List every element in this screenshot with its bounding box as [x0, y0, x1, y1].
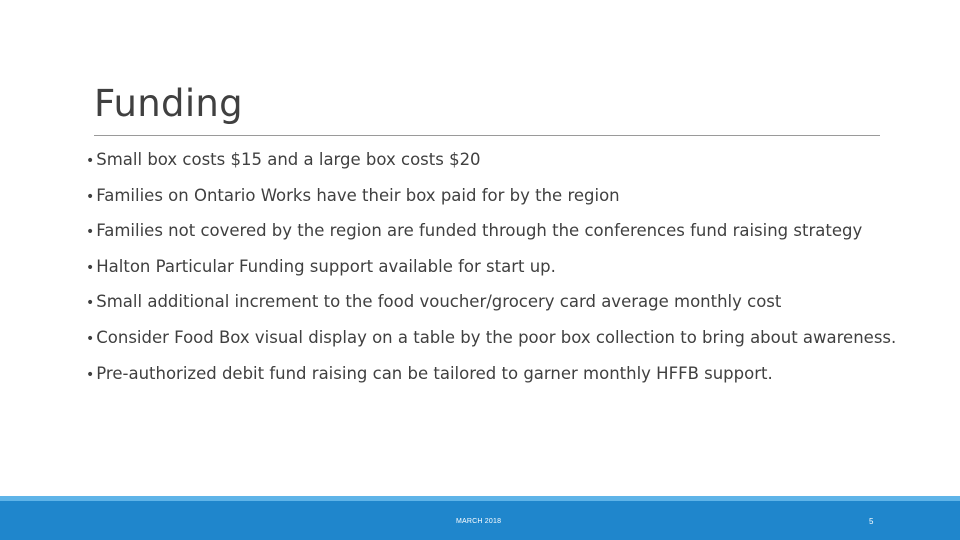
bullet-list: [86, 148, 946, 397]
bullet-item: [86, 290, 946, 326]
bullet-text: Pre-authorized debit fund raising can be tailored to garner monthly HFFB support.: [96, 363, 773, 383]
bullet-item: [86, 219, 946, 255]
bullet-text: Small additional increment to the food voucher/grocery card average monthly cost: [96, 292, 782, 312]
bullet-dot-icon: •: [86, 366, 95, 383]
bullet-text: Consider Food Box visual display on a table by the poor box collection to bring about awareness.: [96, 327, 897, 347]
bullet-text: Halton Particular Funding support available for start up.: [96, 256, 556, 276]
bullet-dot-icon: •: [86, 224, 95, 241]
title-divider: [94, 135, 880, 136]
bullet-dot-icon: •: [86, 188, 95, 205]
bullet-dot-icon: •: [86, 259, 95, 276]
bullet-item: [86, 184, 946, 220]
bullet-item: [86, 326, 946, 362]
bullet-item: [86, 362, 946, 398]
bullet-item: [86, 255, 946, 291]
bullet-dot-icon: •: [86, 153, 95, 169]
slide-page-number: 5: [869, 517, 874, 526]
bullet-text: Small box costs $15 and a large box costs $20: [96, 150, 481, 169]
bullet-dot-icon: •: [86, 295, 95, 312]
bullet-item: [86, 148, 946, 184]
bullet-text: Families not covered by the region are funded through the conferences fund raising strategy: [96, 221, 863, 241]
footer-date: MARCH 2018: [456, 518, 502, 525]
bullet-dot-icon: •: [86, 330, 95, 347]
slide-title: Funding: [94, 82, 243, 125]
bullet-text: Families on Ontario Works have their box paid for by the region: [96, 185, 620, 205]
